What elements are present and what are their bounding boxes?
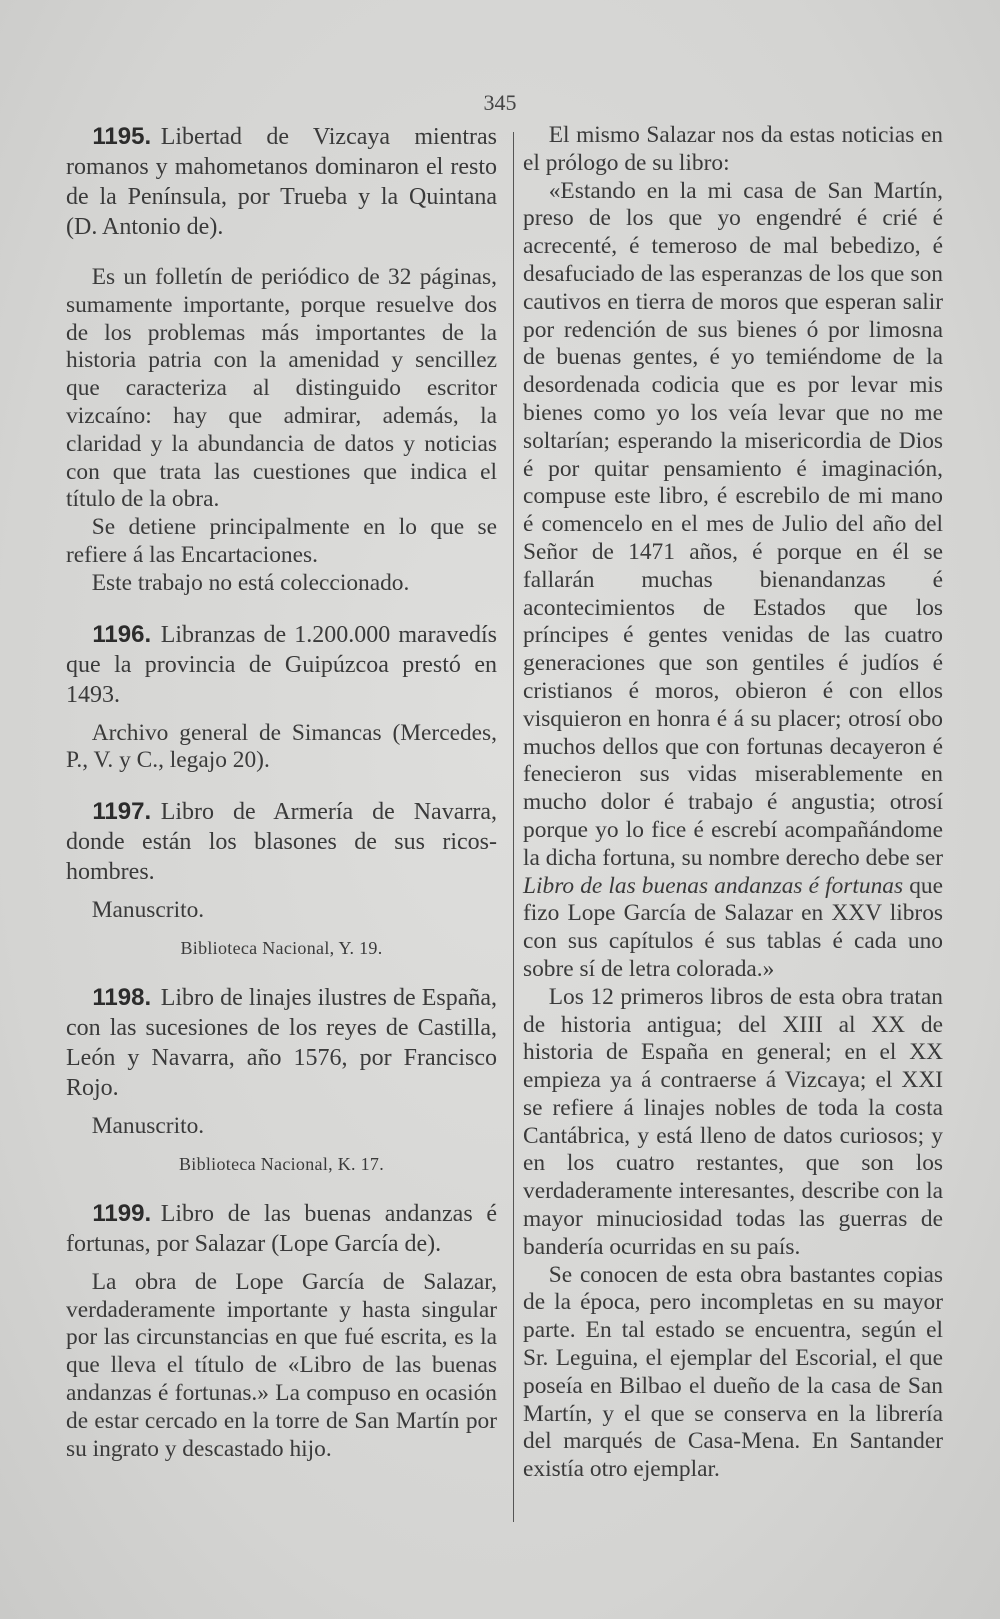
entry-number: 1196.: [92, 620, 152, 648]
entry-1199-paragraph: La obra de Lope García de Salazar, verdaderamente importante y hasta singular por las circunstancias en que fué escrita, es la que lleva el título de «Libro de las buenas andanzas é fortunas.» La compuso en ocasión de estar cercado en la torre de San Martín por su ingrato y descastado hijo.: [66, 1268, 497, 1462]
right-paragraph-copies: Se conocen de esta obra bastantes copias de la época, pero incompletas en su mayor parte. En tal estado se encuentra, según el Sr. Leguina, el ejemplar del Escorial, el que poseía en Bilbao el dueño de la casa de San Martín, y el que se conserva en la librería del marqués de Casa-Mena. En Santander existía otro ejemplar.: [523, 1261, 943, 1483]
column-divider: [513, 132, 514, 1522]
page-number: 345: [483, 90, 517, 115]
right-paragraph-contents: Los 12 primeros libros de esta obra tratan de historia antigua; del XIII al XX de historia de España en general; en el XX empieza ya á contraerse á Vizcaya; el XXI se refiere á linajes nobles de toda la costa Cantábrica, y está lleno de datos curiosos; y en los cuatro restantes, que son los verdaderamente interesantes, describe con la mayor minuciosidad todas las guerras de bandería ocurridas en su país.: [523, 983, 943, 1260]
entry-number: 1195.: [92, 123, 152, 150]
entry-title-text: Libro de las buenas andanzas é fortunas, por Salazar (Lope García de).: [66, 1200, 497, 1257]
quote-book-title: Libro de las buenas andanzas é fortunas: [523, 872, 904, 899]
entry-title-text: Libertad de Vizcaya mientras romanos y mahometanos dominaron el resto de la Península, por Trueba y la Quintana (D. Antonio de).: [66, 124, 497, 240]
entry-title-text: Libro de Armería de Navarra, donde están los blasones de sus ricos-hombres.: [66, 799, 497, 886]
entry-1196-title: [66, 620, 497, 710]
entry-1195-paragraph: Este trabajo no está coleccionado.: [91, 569, 410, 596]
quote-text-end: que fizo Lope García de Salazar en XXV libros con sus capítulos é sus tablas é cada uno sobre sí de letra colorada.»: [523, 872, 943, 982]
entry-number: 1199.: [92, 1199, 152, 1227]
entry-1198-note: Manuscrito.: [91, 1112, 205, 1139]
entry-1195-paragraph: Es un folletín de periódico de 32 páginas, sumamente importante, porque resuelve dos de los problemas más importantes de la historia patria con la amenidad y sencillez que caracteriza al distinguido escritor vizcaíno: hay que admirar, además, la claridad y la abundancia de datos y noticias con que trata las cuestiones que indica el título de la obra.: [66, 264, 497, 513]
entry-1196-paragraph: Archivo general de Simancas (Mercedes, P., V. y C., legajo 20).: [66, 719, 497, 774]
entry-1195-paragraph: Se detiene principalmente en lo que se refiere á las Encartaciones.: [66, 514, 497, 568]
left-column: [66, 122, 497, 1463]
entry-1198-title: [66, 983, 497, 1103]
entry-title-text: Libranzas de 1.200.000 maravedís que la provincia de Guipúzcoa prestó en 1493.: [66, 621, 497, 708]
entry-title-text: Libro de linajes ilustres de España, con las sucesiones de los reyes de Castilla, León y Navarra, año 1576, por Francisco Rojo.: [66, 984, 497, 1101]
quote-text: «Estando en la mi casa de San Martín, preso de los que yo engendré é crié é acrecenté, é temeroso de mal bebedizo, é desafuciado de las esperanzas de los que son cautivos en tierra de moros que esperan salir por redención de sus bienes ó por limosna de buenas gentes, é yo temiéndome de la desordenada codicia que es por levar mis bienes como yo los veía levar que no me soltarían; esperando la misericordia de Dios é por quitar pensamiento é imaginación, compuse este libro, é escrebilo de mi mano é comencelo en el mes de Julio del año del Señor de 1471 años, é porque en él se fallarán muchas bienandanzas é acontecimientos de Estados que los príncipes é gentes venidas de las cuatro generaciones que son gentiles é judíos é cristianos é moros, obieron é con ellos visquieron en honra é á su placer; otrosí obo muchos dellos que con fortunas decayeron é fenecieron sus vidas miserablemente en mucho dolor é trabajo é angustia; otrosí porque yo lo fice é escrebí acompañándome la dicha fortuna, su nombre derecho debe ser: [523, 177, 943, 871]
entry-number: 1198.: [92, 983, 152, 1011]
entry-1195-title: [66, 122, 497, 242]
entry-1197-reference: Biblioteca Nacional, Y. 19.: [180, 937, 383, 958]
entry-1199-title: [66, 1199, 497, 1259]
entry-1197-note: Manuscrito.: [91, 897, 205, 924]
right-paragraph-intro: El mismo Salazar nos da estas noticias en el prólogo de su libro:: [523, 122, 943, 176]
right-column: [523, 122, 943, 1484]
entry-number: 1197.: [92, 798, 152, 826]
entry-1198-reference: Biblioteca Nacional, K. 17.: [178, 1153, 385, 1174]
entry-1197-title: [66, 797, 497, 887]
right-paragraph-quote: [523, 178, 943, 984]
